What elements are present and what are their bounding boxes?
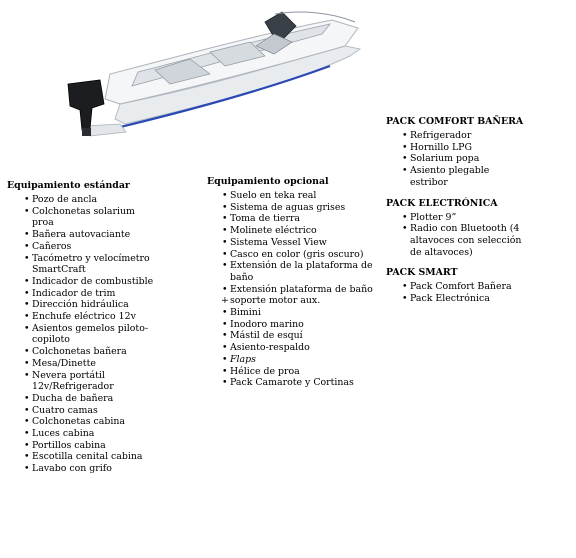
list-item: • Inodoro marino [222,319,377,331]
boat-illustration [60,4,370,149]
list-item: • Luces cabina [24,428,157,440]
pack-title: PACK COMFORT BAÑERA [386,116,524,127]
list-item: • Extensión plataforma de baño [222,284,377,296]
list-item: • Enchufe eléctrico 12v [24,311,157,323]
list-item: • Asiento-respaldo [222,342,377,354]
pack-item-list [402,212,526,259]
list-item: • Pack Comfort Bañera [402,281,526,293]
list-item: • Nevera portátil 12v/Refrigerador [24,370,157,393]
list-item: • Colchonetas solarium proa [24,206,157,229]
list-item: • Extensión de la plataforma de baño [222,260,377,283]
list-item: • Portillos cabina [24,440,157,452]
list-item: • Mástil de esquí [222,330,377,342]
list-item: • Hornillo LPG [402,142,526,154]
list-item: • Cañeros [24,241,157,253]
list-item: • Mesa/Dinette [24,358,157,370]
pack-item-list [402,281,526,304]
list-item: • Cuatro camas [24,405,157,417]
list-item: • Indicador de trim [24,288,157,300]
list-item: • Pack Electrónica [402,293,526,305]
list-item: • Sistema Vessel View [222,237,377,249]
list-item: • Molinete eléctrico [222,225,377,237]
list-item: • Bañera autovaciante [24,229,157,241]
pack-title: PACK SMART [386,267,458,279]
pack-title: PACK ELECTRÓNICA [386,197,498,209]
list-item: • Plotter 9” [402,212,526,224]
list-item: • Pack Camarote y Cortinas [222,377,377,389]
list-item: • Suelo en teka real [222,190,377,202]
packs-section [386,116,526,314]
optional-equipment-section [207,176,377,389]
list-item: • Refrigerador [402,130,526,142]
pack-comfort-banera [386,116,526,189]
list-item: • Hélice de proa [222,366,377,378]
optional-equipment-list [222,190,377,389]
list-item: • Flaps [222,354,377,366]
list-item: • Lavabo con grifo [24,463,157,475]
list-item: • Colchonetas bañera [24,346,157,358]
list-item: • Ducha de bañera [24,393,157,405]
standard-equipment-list [24,194,157,475]
list-item: • Sistema de aguas grises [222,202,377,214]
pack-electronica [386,198,526,259]
list-item: • Asientos gemelos piloto-copiloto [24,323,157,346]
list-item: • Bimini [222,307,377,319]
list-item: + soporte motor aux. [222,295,377,307]
standard-equipment-title: Equipamiento estándar [7,180,130,191]
list-item: • Colchonetas cabina [24,416,157,428]
pack-item-list [402,130,526,189]
list-item: • Toma de tierra [222,213,377,225]
optional-equipment-title: Equipamiento opcional [207,176,329,187]
list-item: • Solarium popa [402,153,526,165]
list-item: • Radio con Bluetooth (4 altavoces con selección de altavoces) [402,223,526,258]
list-item: • Dirección hidráulica [24,299,157,311]
list-item: • Casco en color (gris oscuro) [222,249,377,261]
standard-equipment-section [7,180,157,475]
list-item: • Tacómetro y velocímetro SmartCraft [24,253,157,276]
list-item: • Escotilla cenital cabina [24,451,157,463]
list-item: • Asiento plegable estribor [402,165,526,188]
list-item: • Pozo de ancla [24,194,157,206]
list-item: • Indicador de combustible [24,276,157,288]
pack-smart [386,267,526,304]
